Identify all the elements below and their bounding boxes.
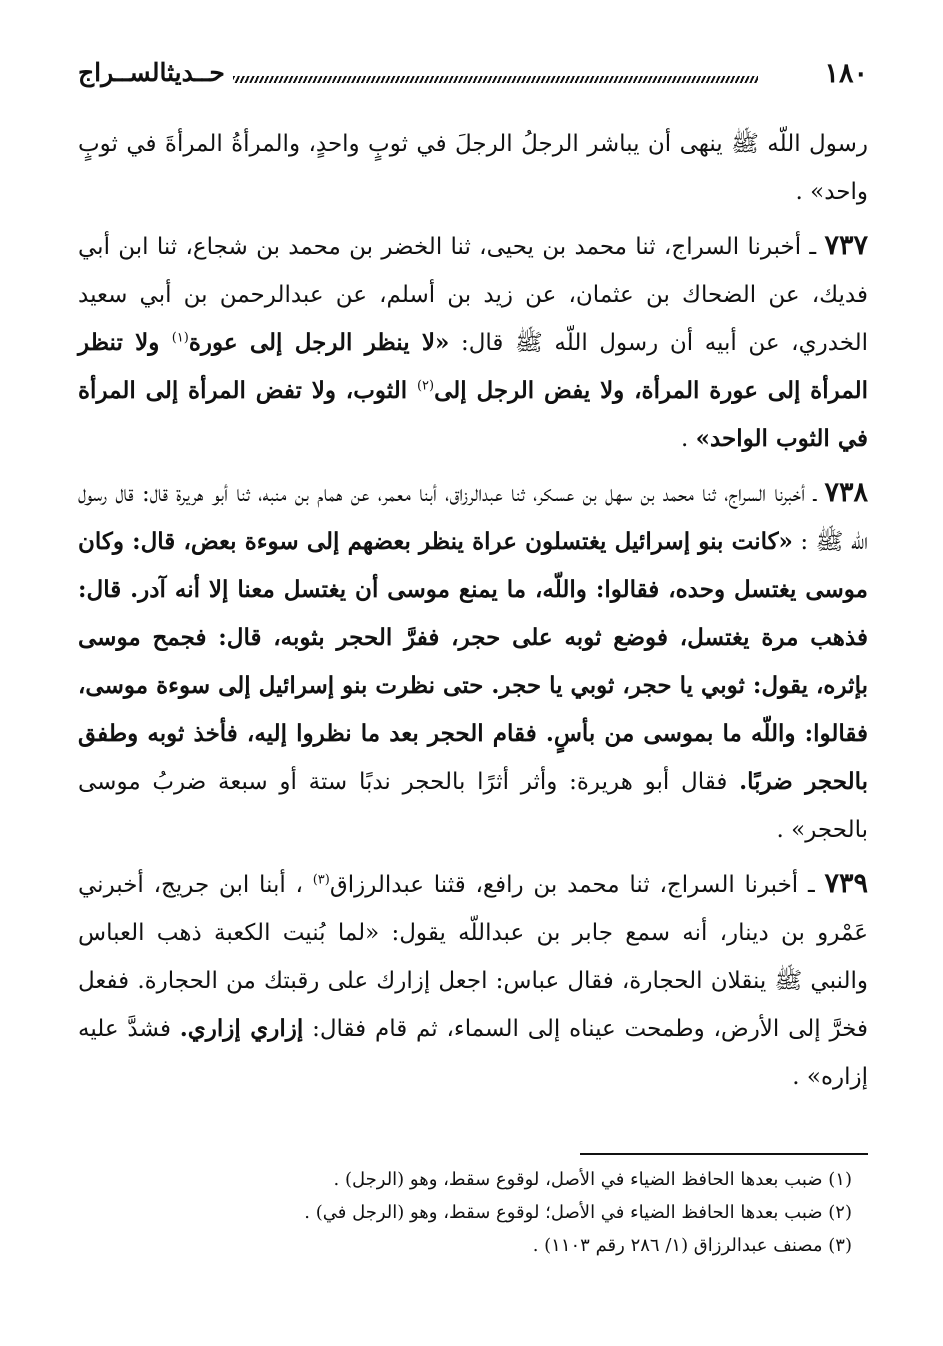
footnote-2: (٢) ضبب بعدها الحافظ الضياء في الأصل؛ لوقوع سقط، وهو (الرجل في) . bbox=[304, 1202, 852, 1223]
hadith-quote: ولا تنظر المرأة إلى عورة المرأة، ولا يفض الرجل إلى bbox=[78, 329, 869, 404]
hadith-chain: ـ أخبرنا السراج، ثنا محمد بن يحيى، ثنا الخضر بن محمد بن شجاع، ثنا ابن أبي فديك، عن الضحاك بن عثمان، عن زيد بن أسلم، عن عبدالرحمن بن أبي سعيد الخدري، عن أبيه أن رسول اللّه ﷺ قال: bbox=[78, 234, 869, 356]
footnote-separator bbox=[580, 1153, 868, 1155]
hadith-737 bbox=[78, 222, 868, 463]
hadith-quote: الثوب، ولا تفض المرأة إلى المرأة في الثوب الواحد» bbox=[78, 377, 868, 452]
hadith-739 bbox=[78, 860, 868, 1101]
page-header bbox=[78, 52, 868, 102]
book-title: حــديثالســراج bbox=[78, 58, 225, 87]
hadith-comment: فقال أبو هريرة: وأثر أثرًا بالحجر ندبًا ستة أو سبعة ضربُ موسى بالحجر» bbox=[78, 769, 868, 843]
hadith-quote: «لا ينظر الرجل إلى عورة bbox=[188, 329, 450, 356]
hadith-chain: ـ أخبرنا السراج، ثنا محمد بن سهل بن عسكر، ثنا عبدالرزاق، أبنا معمر، عن همام بن منبه، ثنا أبو هريرة قال: قال رسول اللّه ﷺ : bbox=[78, 481, 868, 555]
footnote-1: (١) ضبب بعدها الحافظ الضياء في الأصل، لوقوع سقط، وهو (الرجل) . bbox=[333, 1169, 852, 1190]
paragraph-text: رسول اللّه ﷺ ينهى أن يباشر الرجلُ الرجلَ في ثوبٍ واحدٍ، والمرأةُ المرأةَ في ثوبٍ واحد» . bbox=[78, 131, 868, 205]
footnote-ref-3[interactable]: (٣) bbox=[312, 872, 330, 888]
header-decorative-rule bbox=[233, 76, 758, 83]
hadith-end: . bbox=[680, 426, 696, 452]
hadith-number: ٧٣٨ bbox=[824, 477, 869, 508]
footnote-3: (٣) مصنف عبدالرزاق (١/ ٢٨٦ رقم ١١٠٣) . bbox=[532, 1235, 852, 1256]
hadith-number: ٧٣٩ bbox=[824, 868, 868, 899]
paragraph-continuation bbox=[78, 120, 868, 216]
hadith-number: ٧٣٧ bbox=[824, 230, 869, 261]
hadith-quote: «كانت بنو إسرائيل يغتسلون عراة ينظر بعضهم إلى سوءة بعض، قال: وكان موسى يغتسل وحده، فقالوا: واللّه، ما يمنع موسى أن يغتسل معنا إلا أنه آدر. قال: فذهب مرة يغتسل، فوضع ثوبه على حجر، ففرَّ الحجر بثوبه، قال: فجمح موسى بإثره، يقول: ثوبي يا حجر، ثوبي يا حجر. حتى نظرت بنو إسرائيل إلى سوءة موسى، فقالوا: واللّه ما بموسى من بأسٍ. فقام الحجر بعد ما نظروا إليه، فأخذ ثوبه وطفق بالحجر ضربًا. bbox=[78, 528, 868, 795]
document-page bbox=[78, 52, 868, 1262]
page-number: ١٨٠ bbox=[824, 58, 868, 89]
hadith-end: . bbox=[776, 817, 792, 843]
hadith-738 bbox=[78, 469, 868, 854]
footnote-ref-1[interactable]: (١) bbox=[171, 330, 189, 346]
main-text bbox=[78, 120, 868, 1101]
footnotes bbox=[78, 1163, 868, 1262]
hadith-end: فشدَّ عليه إزاره» . bbox=[78, 1016, 868, 1090]
hadith-quote: إزاري إزاري. bbox=[179, 1015, 304, 1042]
footnote-ref-2[interactable]: (٢) bbox=[416, 378, 435, 394]
hadith-text: ، أبنا ابن جريج، أخبرني عَمْرو بن دينار، أنه سمع جابر بن عبداللّه يقول: «لما بُنيت الكعبة ذهب العباس والنبي ﷺ ينقلان الحجارة، فقال عباس: اجعل إزارك على رقبتك من الحجارة. ففعل فخرَّ إلى الأرض، وطمحت عيناه إلى السماء، ثم قام فقال: bbox=[78, 872, 868, 1042]
hadith-chain: ـ أخبرنا السراج، ثنا محمد بن رافع، قثنا عبدالرزاق bbox=[329, 872, 815, 898]
